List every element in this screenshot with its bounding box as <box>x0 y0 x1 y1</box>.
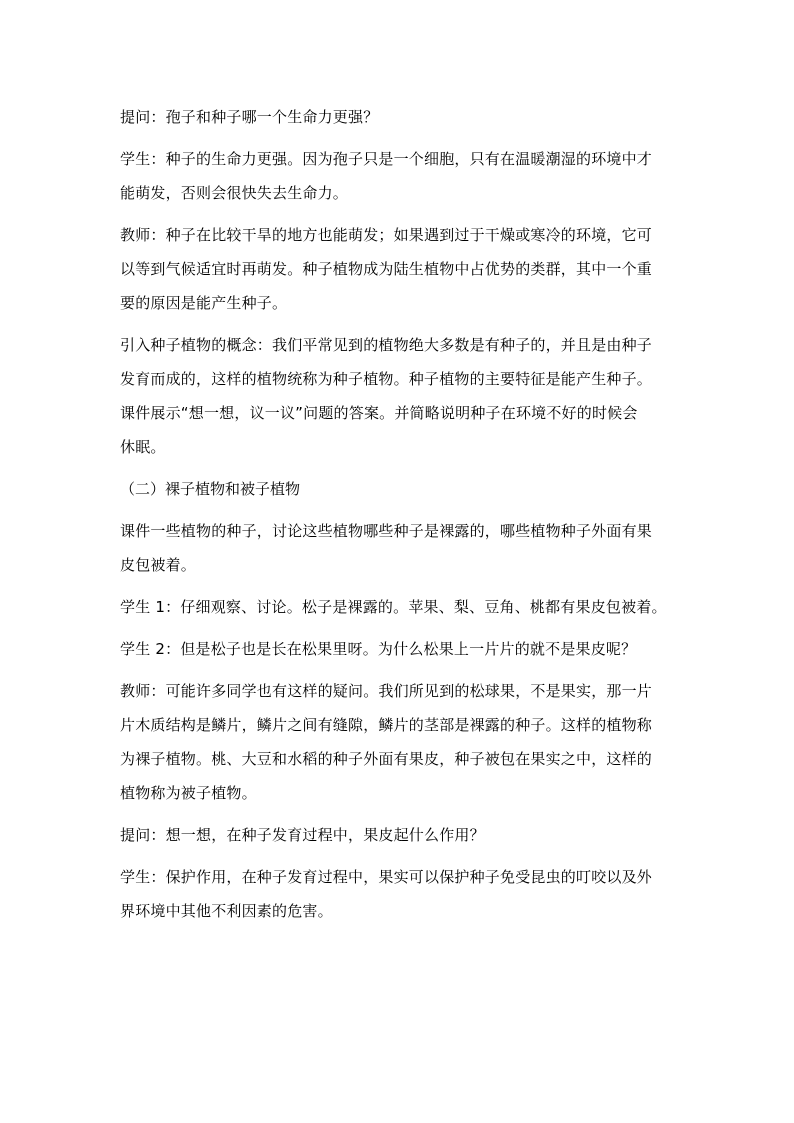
paragraph-student-2 <box>120 632 680 666</box>
text-line: 植物称为被子植物。 <box>120 784 257 802</box>
text-line: 引入种子植物的概念：我们平常见到的植物绝大多数是有种子的，并且是由种子 <box>120 336 653 354</box>
paragraph-seed-plant-concept <box>120 328 680 464</box>
text-line: 皮包被着。 <box>120 556 197 574</box>
text-line: 学生 1：仔细观察、讨论。松子是裸露的。苹果、梨、豆角、桃都有果皮包被着。 <box>120 598 667 616</box>
text-line: 教师：种子在比较干旱的地方也能萌发；如果遇到过于干燥或寒冷的环境，它可 <box>120 226 653 244</box>
text-line: 能萌发，否则会很快失去生命力。 <box>120 184 349 202</box>
text-line: 学生：保护作用，在种子发育过程中，果实可以保护种子免受昆虫的叮咬以及外 <box>120 868 653 886</box>
text-line: 发育而成的，这样的植物统称为种子植物。种子植物的主要特征是能产生种子。 <box>120 370 653 388</box>
text-line: 学生 2：但是松子也是长在松果里呀。为什么松果上一片片的就不是果皮呢？ <box>120 640 637 658</box>
text-line: 要的原因是能产生种子。 <box>120 294 288 312</box>
text-line: 休眠。 <box>120 438 166 456</box>
text-line: 提问：孢子和种子哪一个生命力更强？ <box>120 108 379 126</box>
section-heading <box>120 472 680 506</box>
paragraph-question-pericarp-role <box>120 818 680 852</box>
text-line: 为裸子植物。桃、大豆和水稻的种子外面有果皮，种子被包在果实之中，这样的 <box>120 750 653 768</box>
paragraph-student-answer-protection <box>120 860 680 928</box>
text-line: 界环境中其他不利因素的危害。 <box>120 902 333 920</box>
text-line: 以等到气候适宜时再萌发。种子植物成为陆生植物中占优势的类群，其中一个重 <box>120 260 653 278</box>
paragraph-teacher-gymnosperm-angiosperm <box>120 674 680 810</box>
paragraph-courseware-discussion <box>120 514 680 582</box>
paragraph-teacher-seed-germination <box>120 218 680 320</box>
text-line: 课件一些植物的种子，讨论这些植物哪些种子是裸露的，哪些植物种子外面有果 <box>120 522 653 540</box>
section-heading-text: （二）裸子植物和被子植物 <box>120 480 301 498</box>
text-line: 提问：想一想，在种子发育过程中，果皮起什么作用？ <box>120 826 485 844</box>
text-line: 片木质结构是鳞片，鳞片之间有缝隙，鳞片的茎部是裸露的种子。这样的植物称 <box>120 716 653 734</box>
text-line: 教师：可能许多同学也有这样的疑问。我们所见到的松球果，不是果实，那一片 <box>120 682 653 700</box>
paragraph-question-spore-vs-seed <box>120 100 680 134</box>
text-line: 课件展示“想一想，议一议”问题的答案。并简略说明种子在环境不好的时候会 <box>120 404 638 422</box>
document-body <box>120 100 680 936</box>
paragraph-student-1 <box>120 590 680 624</box>
text-line: 学生：种子的生命力更强。因为孢子只是一个细胞，只有在温暖潮湿的环境中才 <box>120 150 653 168</box>
paragraph-student-answer-seed-vitality <box>120 142 680 210</box>
